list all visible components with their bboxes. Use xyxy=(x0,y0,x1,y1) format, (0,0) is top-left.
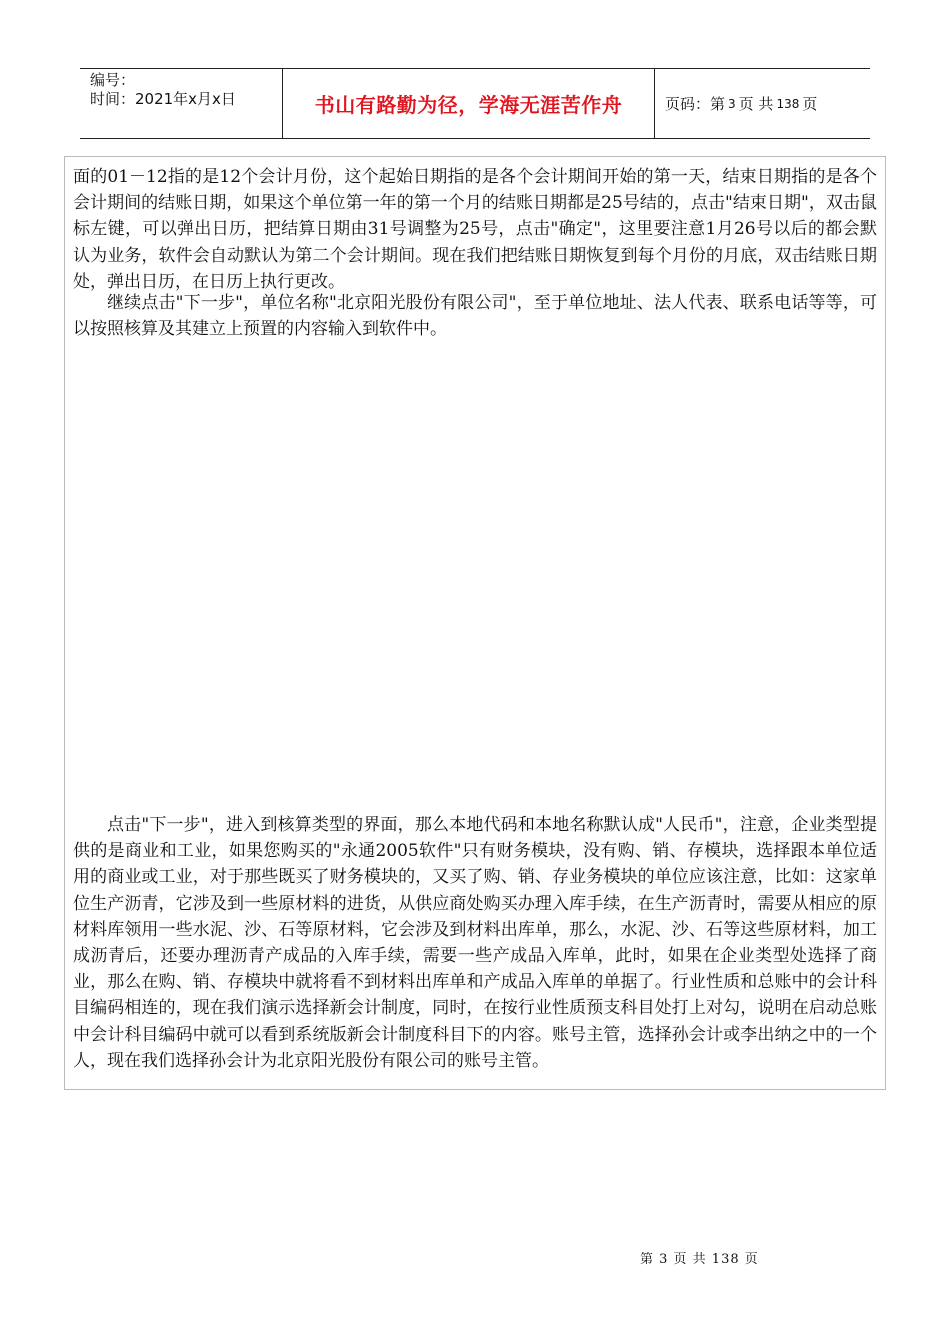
page-suffix: 页 xyxy=(802,95,818,113)
page-mid: 页 共 xyxy=(738,95,774,113)
paragraph-company-name: 继续点击"下一步"，单位名称"北京阳光股份有限公司"，至于单位地址、法人代表、联系电话等等，可以按照核算及其建立上预置的内容输入到软件中。 xyxy=(73,293,877,340)
paragraph-period-dates: 面的01－12指的是12个会计月份，这个起始日期指的是各个会计期间开始的第一天，结束日期指的是各个会计期间的结账日期，如果这个单位第一年的第一个月的结账日期都是25号结的，点击"结束日期"，双击鼠标左键，可以弹出日历，把结算日期由31号调整为25号，点击"确定"，这里要注意1月26号以后的都会默认为业务，软件会自动默认为第二个会计期间。现在我们把结账日期恢复到每个月份的月底，双击结账日期处，弹出日历，在日历上执行更改。 xyxy=(73,167,877,292)
content-frame xyxy=(64,156,886,1090)
header-meta xyxy=(80,69,283,138)
page-total-number: 138 xyxy=(776,96,800,111)
document-number-label: 编号： xyxy=(90,71,136,89)
header-motto: 书山有路勤为径，学海无涯苦作舟 xyxy=(283,69,655,138)
page-prefix: 页码：第 xyxy=(665,95,726,113)
document-date-label: 时间：2021年x月x日 xyxy=(90,90,236,108)
page-header xyxy=(80,68,870,139)
paragraph-accounting-type: 点击"下一步"，进入到核算类型的界面，那么本地代码和本地名称默认成"人民币"，注意，企业类型提供的是商业和工业，如果您购买的"永通2005软件"只有财务模块，没有购、销、存模块，选择跟本单位适用的商业或工业，对于那些既买了财务模块的，又买了购、销、存业务模块的单位应该注意，比如：这家单位生产沥青，它涉及到一些原材料的进货，从供应商处购买办理入库手续，在生产沥青时，需要从相应的原材料库领用一些水泥、沙、石等原材料，它会涉及到材料出库单，那么，水泥、沙、石等这些原材料，加工成沥青后，还要办理沥青产成品的入库手续，需要一些产成品入库单，此时，如果在企业类型处选择了商业，那么在购、销、存模块中就将看不到材料出库单和产成品入库单的单据了。行业性质和总账中的会计科目编码相连的，现在我们演示选择新会计制度，同时，在按行业性质预支科目处打上对勾，说明在启动总账中会计科目编码中就可以看到系统版新会计制度科目下的内容。账号主管，选择孙会计或李出纳之中的一个人，现在我们选择孙会计为北京阳光股份有限公司的账号主管。 xyxy=(73,815,877,1071)
page-current-number: 3 xyxy=(728,96,736,111)
page-footer: 第 3 页 共 138 页 xyxy=(640,1252,759,1267)
header-page-indicator xyxy=(655,69,870,138)
